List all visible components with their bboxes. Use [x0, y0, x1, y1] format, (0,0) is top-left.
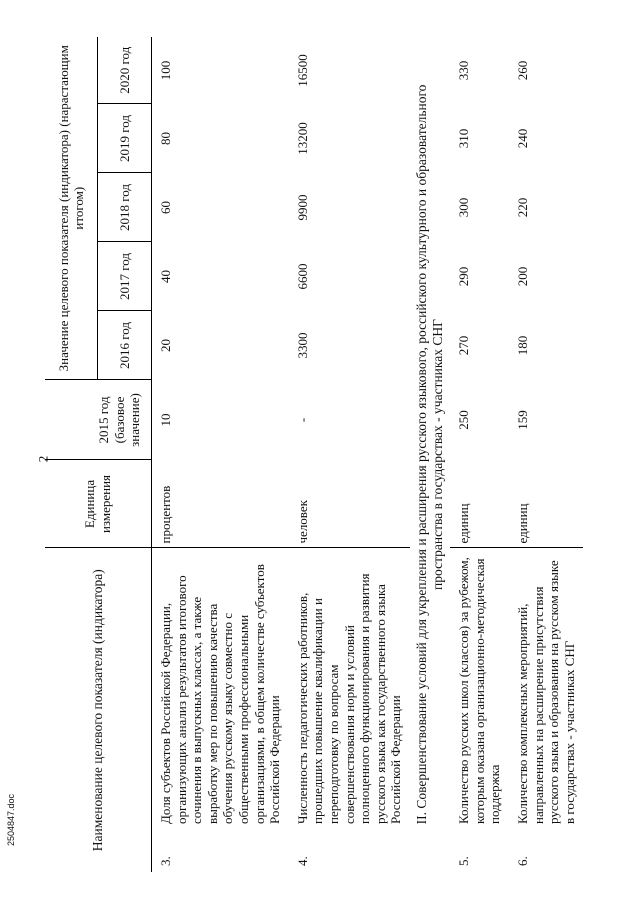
rotated-page — [45, 37, 640, 872]
row-number: 4. — [294, 856, 310, 866]
indicator-name: Доля субъектов Российской Федерации, организующих анализ результатов итогового сочинения в выпускных классах, а также выработку мер по повышению качества обучения русскому языку совместно с общественными профессиональными организациями, в общем количестве субъектов Российской Федерации — [152, 548, 289, 828]
base-value: 250 — [456, 410, 472, 430]
header-year: 2019 год — [98, 104, 152, 173]
year-value: 20 — [158, 338, 173, 352]
table-row — [289, 37, 410, 872]
indicators-table — [45, 37, 583, 872]
indicator-name: Количество русских школ (классов) за рубежом, которым оказана организационно-методическая поддержка — [450, 548, 509, 828]
header-name: Наименование целевого показателя (индикатора) — [45, 548, 152, 872]
table-row — [450, 37, 509, 872]
year-value: 200 — [515, 266, 531, 287]
year-value: 220 — [515, 197, 531, 218]
indicator-name: Численность педагогических работников, прошедших повышение квалификации и переподготовку по вопросам совершенствования норм и условий полноценного функционирования и развития русского языка как государственного языка Российской Федерации — [289, 548, 410, 828]
indicator-unit: человек — [294, 500, 310, 544]
year-value: 330 — [456, 60, 472, 81]
section-title: II. Совершенствование условий для укрепления и расширения русского языкового, российского культурного и образовательного пространства в государствах - участниках СНГ — [413, 84, 446, 825]
row-number: 5. — [456, 856, 472, 866]
header-value-group: Значение целевого показателя (индикатора) (нарастающим итогом) — [45, 37, 98, 380]
document-id: 2504847.doc — [6, 793, 16, 846]
header-year: 2018 год — [98, 173, 152, 242]
year-value: 80 — [158, 131, 173, 145]
section-row — [410, 37, 450, 872]
table-row — [152, 37, 289, 872]
header-base: 2015 год (базовое значение) — [45, 380, 152, 460]
year-value: 9900 — [294, 194, 310, 221]
year-value: 3300 — [294, 332, 310, 359]
base-value: 10 — [158, 413, 173, 427]
base-value: 159 — [515, 410, 531, 430]
row-number: 3. — [158, 856, 173, 866]
year-value: 310 — [456, 128, 472, 149]
header-unit: Единица измерения — [45, 460, 152, 548]
year-value: 240 — [515, 128, 531, 149]
year-value: 100 — [158, 60, 173, 81]
indicator-unit: единиц — [456, 503, 472, 544]
indicator-unit: процентов — [158, 485, 173, 544]
year-value: 300 — [456, 197, 472, 218]
header-year: 2020 год — [98, 37, 152, 104]
header-year: 2017 год — [98, 242, 152, 311]
indicator-name: Количество комплексных мероприятий, направленных на расширение присутствия русского языка и образования на русском языке в государствах - участниках СНГ — [509, 548, 583, 828]
header-year: 2016 год — [98, 311, 152, 380]
year-value: 13200 — [294, 122, 310, 155]
year-value: 270 — [456, 335, 472, 356]
table-row — [509, 37, 583, 872]
base-value: - — [294, 417, 310, 423]
page-number: 2 — [35, 455, 51, 463]
year-value: 6600 — [294, 263, 310, 290]
year-value: 260 — [515, 60, 531, 81]
year-value: 40 — [158, 269, 173, 283]
year-value: 16500 — [294, 54, 310, 87]
year-value: 60 — [158, 200, 173, 214]
year-value: 180 — [515, 335, 531, 356]
indicator-unit: единиц — [515, 503, 531, 544]
year-value: 290 — [456, 266, 472, 287]
row-number: 6. — [515, 856, 531, 866]
